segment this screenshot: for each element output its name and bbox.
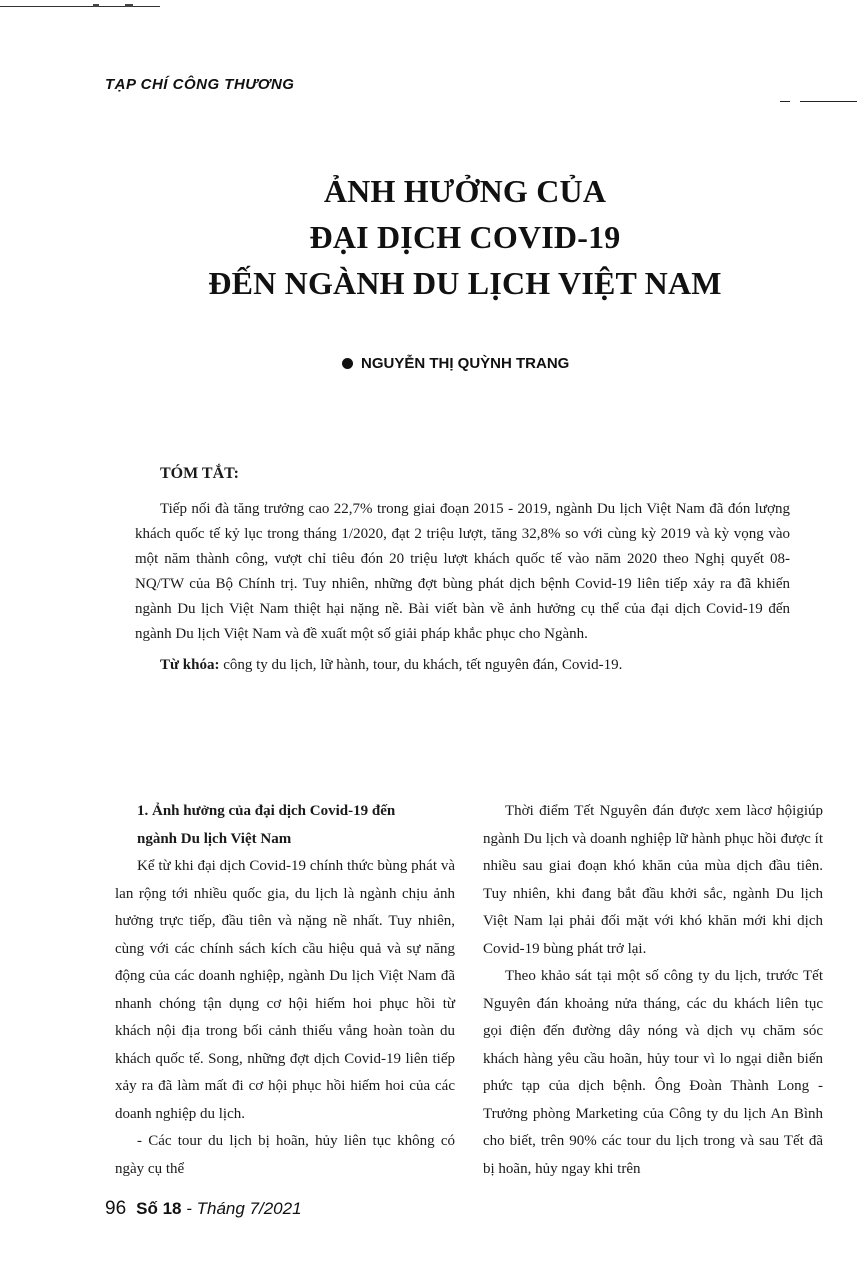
- keywords-line: [160, 653, 790, 678]
- header-rule: [800, 101, 857, 102]
- author-line: [342, 355, 569, 372]
- title-line: ĐẾN NGÀNH DU LỊCH VIỆT NAM: [208, 265, 722, 301]
- title-line: ĐẠI DỊCH COVID-19: [309, 219, 621, 255]
- page-footer: [105, 1198, 302, 1220]
- top-edge-mark: [93, 4, 99, 7]
- keywords-text: công ty du lịch, lữ hành, tour, du khách, tết nguyên đán, Covid-19.: [219, 657, 623, 673]
- title-line: ẢNH HƯỞNG CỦA: [323, 173, 607, 209]
- body-paragraph: Kể từ khi đại dịch Covid-19 chính thức bùng phát và lan rộng tới nhiều quốc gia, du lịch là ngành chịu ảnh hưởng trực tiếp, đầu tiên và nặng nề nhất. Tuy nhiên, cùng với các chính sách kích cầu hiệu quả và sự năng động của các doanh nghiệp, ngành Du lịch Việt Nam đã nhanh chóng tận dụng cơ hội hiếm hoi phục hồi từ khách nội địa trong bối cảnh thiếu vắng hoàn toàn du khách quốc tế. Song, những đợt dịch Covid-19 liên tiếp xảy ra đã làm mất đi cơ hội phục hồi hiếm hoi của các doanh nghiệp du lịch.: [115, 858, 455, 1122]
- top-edge-mark: [125, 4, 133, 7]
- section-heading: 1. Ảnh hưởng của đại dịch Covid-19 đến: [137, 803, 396, 819]
- article-title: [150, 168, 780, 306]
- author-name: NGUYỄN THỊ QUỲNH TRANG: [361, 355, 570, 372]
- page-number: 96: [105, 1198, 127, 1219]
- issue-number: Số 18: [136, 1199, 182, 1218]
- keywords-label: Từ khóa:: [160, 657, 220, 673]
- issue-date: - Tháng 7/2021: [181, 1199, 302, 1218]
- body-paragraph: Theo khảo sát tại một số công ty du lịch, trước Tết Nguyên đán khoảng nửa tháng, các du khách liên tục gọi điện đến đường dây nóng và dịch vụ chăm sóc khách hàng yêu cầu hoãn, hủy tour vì lo ngại diễn biến phức tạp của dịch bệnh. Ông Đoàn Thành Long - Trưởng phòng Marketing của Công ty du lịch An Bình cho biết, trên 90% các tour du lịch trong và sau Tết đã bị hoãn, hủy ngay khi trên: [483, 968, 823, 1177]
- body-paragraph: Thời điểm Tết Nguyên đán được xem làcơ hộigiúp ngành Du lịch và doanh nghiệp lữ hành phục hồi được ít nhiều sau giai đoạn khó khăn của mùa dịch đầu tiên. Tuy nhiên, khi đang bắt đầu khởi sắc, ngành Du lịch Việt Nam lại phải đối mặt với khó khăn mới khi dịch Covid-19 bùng phát trở lại.: [483, 803, 823, 957]
- abstract-heading: TÓM TẮT:: [160, 465, 239, 482]
- left-column: [115, 798, 455, 1183]
- section-heading-cont: ngành Du lịch Việt Nam: [137, 830, 292, 847]
- bullet-icon: [342, 358, 353, 369]
- body-paragraph: - Các tour du lịch bị hoãn, hủy liên tục không có ngày cụ thể: [115, 1133, 455, 1177]
- header-rule-dash: [780, 101, 790, 102]
- abstract-body: Tiếp nối đà tăng trưởng cao 22,7% trong giai đoạn 2015 - 2019, ngành Du lịch Việt Nam đã đón lượng khách quốc tế kỷ lục trong tháng 1/2020, đạt 2 triệu lượt, tăng 32,8% so với cùng kỳ 2019 và kỳ vọng vào một năm thành công, vượt chỉ tiêu đón 20 triệu lượt khách quốc tế vào năm 2020 theo Nghị quyết 08-NQ/TW của Bộ Chính trị. Tuy nhiên, những đợt bùng phát dịch bệnh Covid-19 liên tiếp xảy ra đã khiến ngành Du lịch Việt Nam thiệt hại nặng nề. Bài viết bàn về ảnh hưởng cụ thể của đại dịch Covid-19 đến ngành Du lịch Việt Nam và đề xuất một số giải pháp khắc phục cho Ngành.: [135, 501, 790, 642]
- journal-name: TẠP CHÍ CÔNG THƯƠNG: [105, 76, 295, 93]
- top-edge-rule: [0, 6, 160, 7]
- abstract-section: [135, 465, 790, 678]
- right-column: [483, 798, 823, 1183]
